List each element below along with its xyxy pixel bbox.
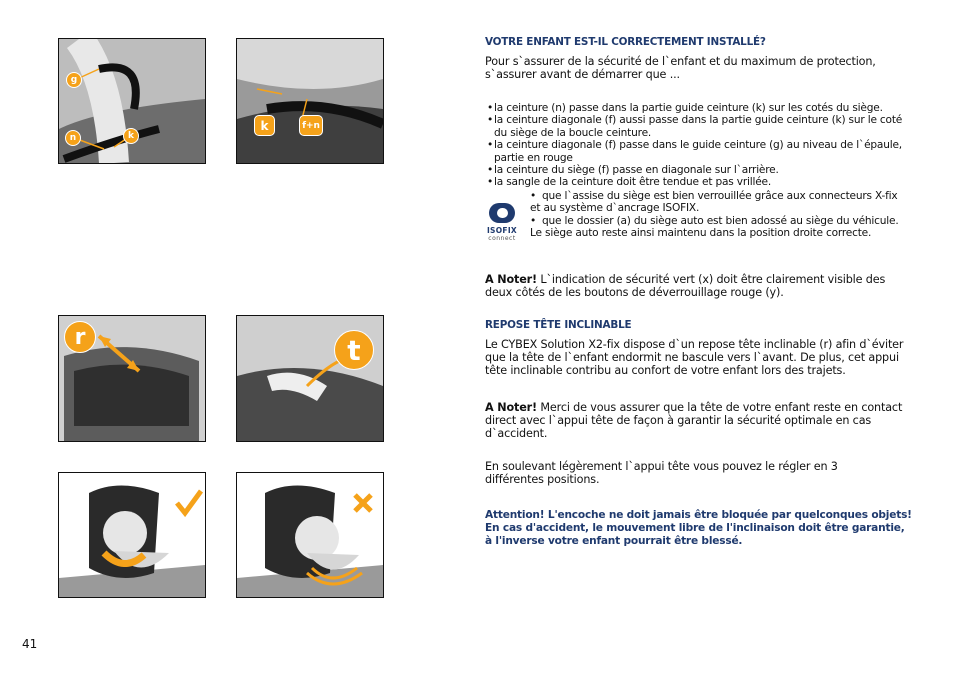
note-label: A Noter! — [485, 401, 537, 414]
isofix-logo-word: ISOFIX — [486, 226, 518, 235]
child-headrest-incorrect — [237, 473, 383, 597]
figure-headrest-correct — [58, 472, 206, 598]
list-item: • que le dossier (a) du siège auto est bien adossé au siège du véhicule. Le siège auto reste ainsi maintenu dans la position droite correcte. — [530, 214, 899, 240]
section-heading-installation: VOTRE ENFANT EST-IL CORRECTEMENT INSTALLÉ? — [485, 36, 766, 48]
section-heading-headrest: REPOSE TÊTE INCLINABLE — [485, 319, 632, 331]
attention-line: à l'inverse votre enfant pourrait être blessé. — [485, 535, 743, 547]
page-number: 41 — [22, 637, 38, 651]
isofix-connect-logo — [485, 203, 519, 245]
note-text: L`indication de sécurité vert (x) doit être clairement visible des deux côtés de les boutons de déverrouillage rouge (y). — [485, 273, 886, 299]
installation-checklist — [487, 102, 912, 189]
note-headrest-contact — [485, 401, 915, 440]
belt-illustration-2 — [237, 39, 383, 163]
isofix-checklist — [528, 190, 908, 240]
label-badge-f-n: f+n — [299, 115, 323, 136]
label-badge-r: r — [64, 321, 96, 353]
figure-belt-guide-g-n-k — [58, 38, 206, 164]
label-badge-n: n — [65, 130, 81, 146]
headrest-adjust-paragraph: En soulevant légèrement l`appui tête vous pouvez le régler en 3 différentes positions. — [485, 460, 838, 486]
label-badge-t: t — [334, 330, 374, 370]
note-text: Merci de vous assurer que la tête de votre enfant reste en contact direct avec l`appui tête de façon à garantir la sécurité optimale en cas d`accident. — [485, 401, 903, 440]
figure-belt-guide-k-fn — [236, 38, 384, 164]
list-item: • la ceinture diagonale (f) passe dans le guide ceinture (g) au niveau de l`épaule, partie en rouge — [487, 139, 912, 164]
attention-line: Attention! L'encoche ne doit jamais être bloquée par quelconques objets! — [485, 509, 912, 521]
headrest-paragraph — [485, 338, 915, 377]
note-label: A Noter! — [485, 273, 537, 286]
belt-illustration-1 — [59, 39, 205, 163]
note-safety-indicator — [485, 273, 905, 299]
intro-paragraph: Pour s`assurer de la sécurité de l`enfant et du maximum de protection, s`assurer avant de démarrer que ... — [485, 55, 876, 81]
isofix-item-text: que l`assise du siège est bien verrouillée grâce aux connecteurs X-fix et au système d`ancrage ISOFIX. — [530, 190, 898, 215]
attention-line: En cas d'accident, le mouvement libre de l'inclinaison doit être garantie, — [485, 522, 905, 534]
list-item: • la ceinture (n) passe dans la partie guide ceinture (k) sur les cotés du siège. — [487, 102, 912, 114]
figure-headrest-incorrect — [236, 472, 384, 598]
figure-headrest-t — [236, 315, 384, 442]
label-badge-k: k — [254, 115, 275, 136]
list-item: • la ceinture du siège (f) passe en diagonale sur l`arrière. — [487, 164, 912, 176]
list-item: • la ceinture diagonale (f) aussi passe dans la partie guide ceinture (k) sur le coté du siège de la boucle ceinture. — [487, 114, 912, 139]
label-badge-k: k — [123, 128, 139, 144]
list-item: • que l`assise du siège est bien verrouillée grâce aux connecteurs X-fix et au système d`ancrage ISOFIX. — [530, 190, 898, 215]
list-item: • la sangle de la ceinture doit être tendue et pas vrillée. — [487, 176, 912, 188]
isofix-item-text: que le dossier (a) du siège auto est bien adossé au siège du véhicule. Le siège auto reste ainsi maintenu dans la position droite correcte. — [530, 214, 899, 240]
headrest-paragraph-line: Le CYBEX Solution X2-fix dispose d`un repose tête inclinable (r) afin d`éviter que la tête de l`enfant endormit ne bascule vers l`avant. De plus, cet appui — [485, 338, 904, 364]
figure-headrest-r — [58, 315, 206, 442]
attention-warning — [485, 509, 925, 548]
label-badge-g: g — [66, 72, 82, 88]
isofix-icon — [489, 203, 515, 223]
child-headrest-correct — [59, 473, 205, 597]
isofix-logo-sub: connect — [488, 235, 516, 242]
headrest-paragraph-line: tête inclinable contribu au confort de votre enfant lors des trajets. — [485, 364, 846, 377]
